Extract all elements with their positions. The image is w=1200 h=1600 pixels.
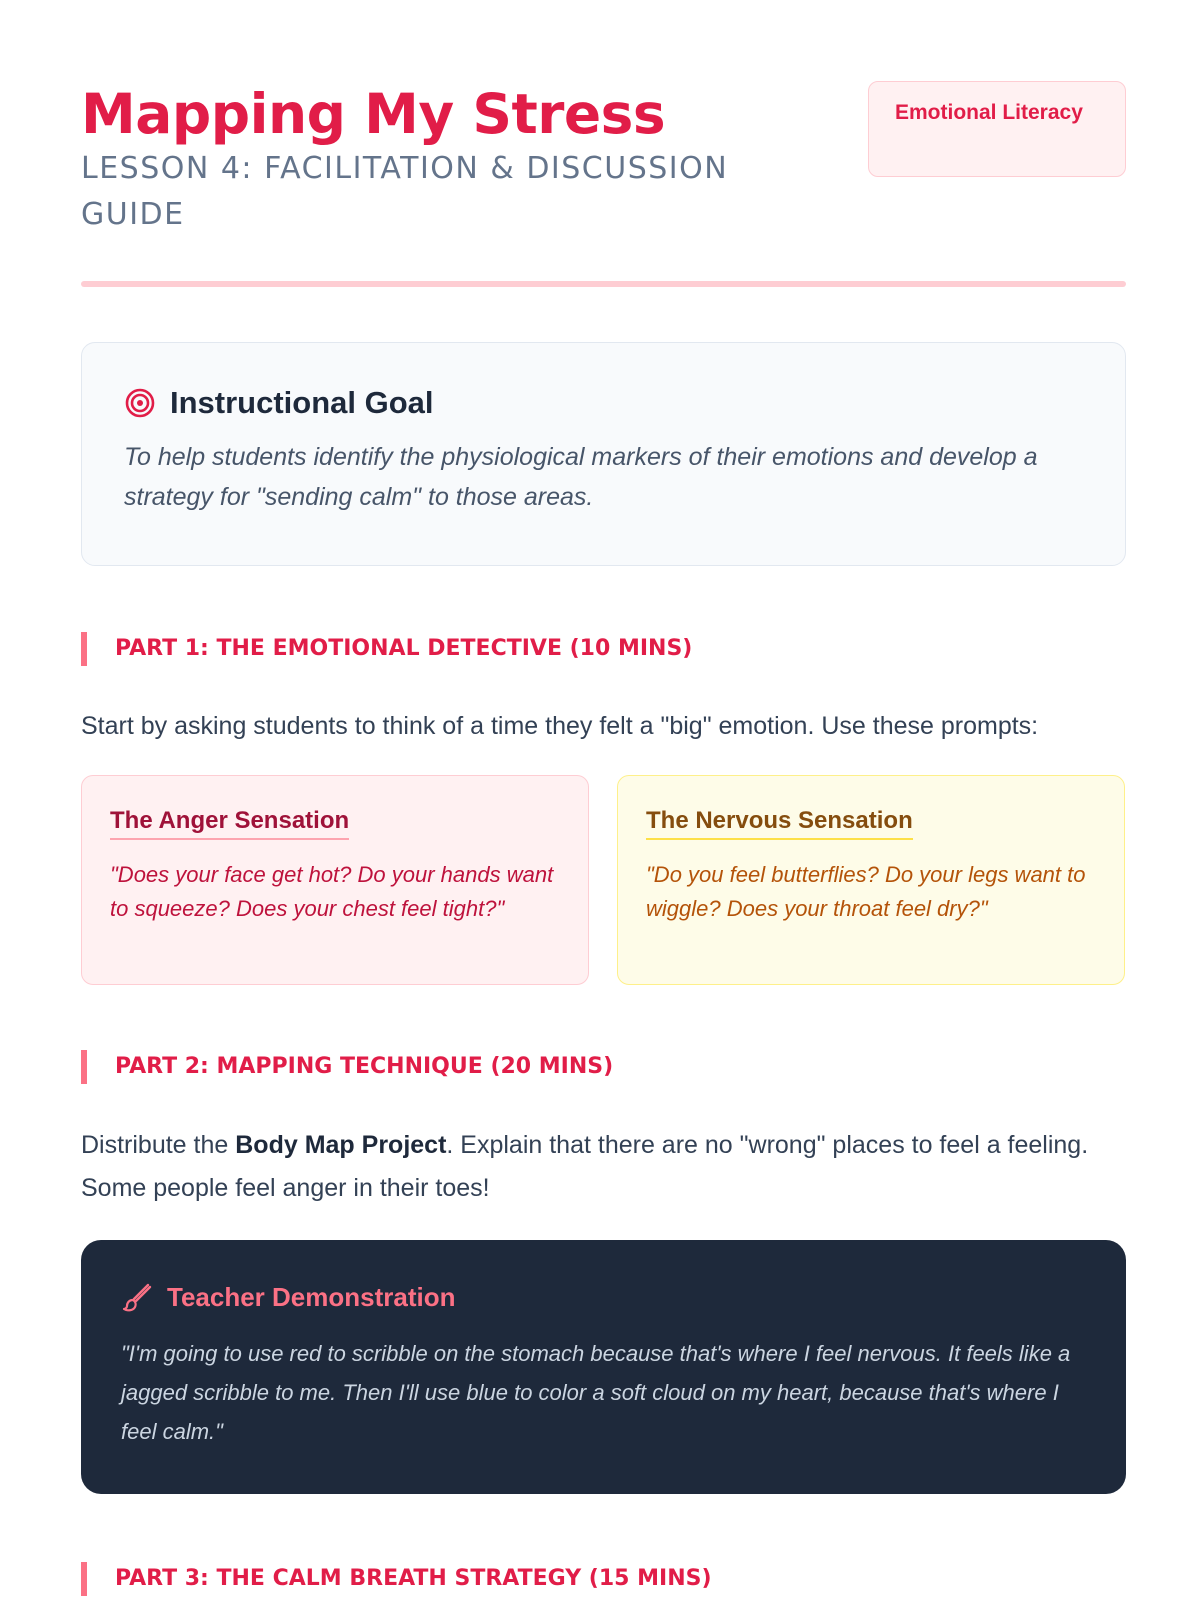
part1-heading: PART 1: THE EMOTIONAL DETECTIVE (10 MINS) xyxy=(81,632,692,666)
body-map-project-label: Body Map Project xyxy=(235,1131,447,1159)
target-icon xyxy=(124,387,156,419)
lesson-subtitle: LESSON 4: FACILITATION & DISCUSSION GUIDE xyxy=(81,151,729,232)
nervous-sensation-card xyxy=(617,775,1125,985)
nervous-card-text: "Do you feel butterflies? Do your legs want to wiggle? Does your throat feel dry?" xyxy=(646,862,1086,921)
anger-card-title: The Anger Sensation xyxy=(110,806,349,840)
part2-heading: PART 2: MAPPING TECHNIQUE (20 MINS) xyxy=(81,1050,613,1084)
brush-icon xyxy=(121,1281,153,1313)
anger-card-text: "Does your face get hot? Do your hands want to squeeze? Does your chest feel tight?" xyxy=(110,862,554,921)
header-divider xyxy=(81,281,1126,287)
nervous-card-title: The Nervous Sensation xyxy=(646,806,913,840)
teacher-demonstration-card xyxy=(81,1240,1126,1494)
goal-text: To help students identify the physiological markers of their emotions and develop a strategy for "sending calm" to those areas. xyxy=(124,443,1038,511)
demo-text: "I'm going to use red to scribble on the stomach because that's where I feel nervous. It feels like a jagged scribble to me. Then I'll use blue to color a soft cloud on my heart, because that's where I feel calm." xyxy=(121,1341,1071,1444)
lesson-header xyxy=(81,0,1126,288)
demo-title: Teacher Demonstration xyxy=(167,1281,456,1312)
part3-heading: PART 3: THE CALM BREATH STRATEGY (15 MINS) xyxy=(81,1562,712,1596)
goal-title: Instructional Goal xyxy=(170,385,434,420)
part2-intro-end: . Explain that there are no "wrong" places to feel a feeling. Some people feel anger in their toes! xyxy=(81,1131,1089,1202)
lesson-title: Mapping My Stress xyxy=(81,82,666,146)
part1-intro: Start by asking students to think of a time they felt a "big" emotion. Use these prompts: xyxy=(81,712,1039,740)
part2-intro-start: Distribute the xyxy=(81,1131,236,1159)
instructional-goal-card xyxy=(81,342,1126,566)
topic-badge: Emotional Literacy xyxy=(868,81,1126,177)
lesson-page xyxy=(81,0,1126,1591)
anger-sensation-card xyxy=(81,775,589,985)
part2-intro xyxy=(81,1124,1126,1210)
goal-header xyxy=(124,383,1083,423)
demo-header xyxy=(121,1280,1086,1314)
